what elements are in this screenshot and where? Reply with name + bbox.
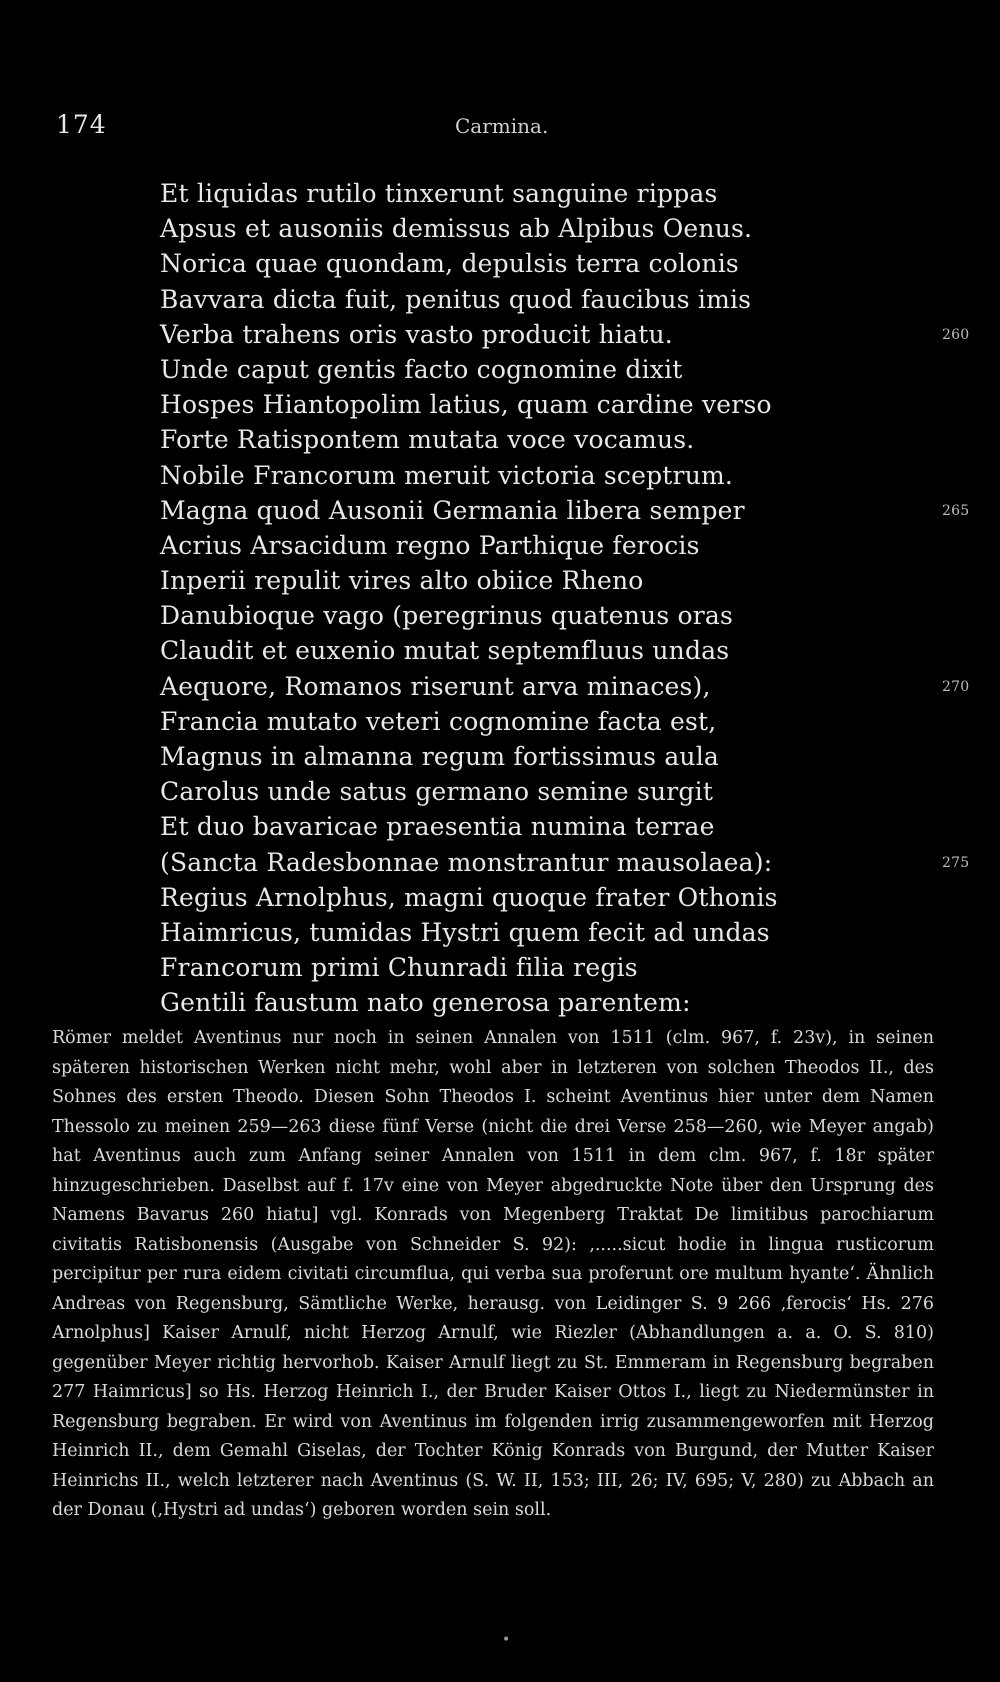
verse-text: Aequore, Romanos riserunt arva minaces), — [160, 671, 711, 701]
page-number: 174 — [56, 110, 107, 139]
verse-line — [160, 633, 920, 668]
footnotes — [52, 1024, 934, 1526]
line-number: 275 — [942, 854, 970, 871]
verse-line — [160, 246, 920, 281]
line-number: 265 — [942, 502, 970, 519]
verse-text: Francorum primi Chunradi filia regis — [160, 953, 638, 983]
verse-line — [160, 528, 920, 563]
verse-line — [160, 880, 920, 915]
verse-line — [160, 704, 920, 739]
verse-text: Forte Ratispontem mutata voce vocamus. — [160, 425, 695, 455]
verse-line — [160, 317, 970, 352]
verse-line — [160, 458, 920, 493]
verse-line — [160, 598, 920, 633]
verse-text: Acrius Arsacidum regno Parthique ferocis — [160, 530, 700, 560]
verse-line — [160, 282, 920, 317]
verse-line — [160, 950, 920, 985]
verse-text: Apsus et ausoniis demissus ab Alpibus Oenus. — [160, 214, 753, 244]
verse-text: Inperii repulit vires alto obiice Rheno — [160, 566, 644, 596]
verse-line — [160, 563, 920, 598]
verse-line — [160, 915, 920, 950]
verse-text: Bavvara dicta fuit, penitus quod faucibus imis — [160, 284, 752, 314]
verse-line — [160, 422, 920, 457]
verse-text: (Sancta Radesbonnae monstrantur mausolaea): — [160, 847, 773, 877]
verse-line — [160, 739, 920, 774]
verse-text: Et duo bavaricae praesentia numina terrae — [160, 812, 715, 842]
verse-line — [160, 493, 970, 528]
verse-text: Nobile Francorum meruit victoria sceptrum. — [160, 460, 734, 490]
verse-text: Hospes Hiantopolim latius, quam cardine verso — [160, 390, 772, 420]
verse-line — [160, 809, 920, 844]
verse-line — [160, 669, 970, 704]
running-title: Carmina. — [455, 114, 549, 138]
line-number: 270 — [942, 678, 970, 695]
verse-block — [160, 176, 970, 1021]
verse-line — [160, 352, 920, 387]
line-number: 260 — [942, 326, 970, 343]
verse-text: Carolus unde satus germano semine surgit — [160, 777, 714, 807]
verse-line — [160, 211, 920, 246]
verse-line — [160, 387, 920, 422]
verse-text: Gentili faustum nato generosa parentem: — [160, 988, 691, 1018]
verse-text: Magna quod Ausonii Germania libera semper — [160, 495, 745, 525]
verse-line — [160, 845, 970, 880]
verse-text: Francia mutato veteri cognomine facta est, — [160, 706, 717, 736]
verse-line — [160, 176, 920, 211]
verse-text: Magnus in almanna regum fortissimus aula — [160, 742, 720, 771]
verse-text: Danubioque vago (peregrinus quatenus oras — [160, 601, 734, 631]
verse-text: Norica quae quondam, depulsis terra colonis — [160, 249, 739, 279]
verse-text: Regius Arnolphus, magni quoque frater Othonis — [160, 882, 778, 912]
footnote-text: Römer meldet Aventinus nur noch in seinen Annalen von 1511 (clm. 967, f. 23v), in seinen späteren historischen Werken nicht mehr, wohl aber in letzteren von solchen Theodos II., des Sohnes des ersten Theodo. Diesen Sohn Theodos I. scheint Aventinus hier unter dem Namen Thessolo zu meinen 259—263 diese fünf Verse (nicht die drei Verse 258—260, wie Meyer angab) hat Aventinus auch zum Anfang seiner Annalen von 1511 in dem clm. 967, f. 18r später hinzugeschrieben. Daselbst auf f. 17v eine von Meyer abgedruckte Note über den Ursprung des Namens Bavarus 260 hiatu] vgl. Konrads von Megenberg Traktat De limitibus parochiarum civitatis Ratisbonensis (Ausgabe von Schneider S. 92): ‚.....sicut hodie in lingua rusticorum percipitur per rura eidem civitati circumflua, qui verba sua proferunt ore multum hyante‘. Ähnlich Andreas von Regensburg, Sämtliche Werke, herausg. von Leidinger S. 9 266 ‚ferocis‘ Hs. 276 Arnolphus] Kaiser Arnulf, nicht Herzog Arnulf, wie Riezler (Abhandlungen a. a. O. S. 810) gegenüber Meyer richtig hervorhob. Kaiser Arnulf liegt zu St. Emmeram in Regensburg begraben 277 Haimricus] so Hs. Herzog Heinrich I., der Bruder Kaiser Ottos I., liegt zu Niedermünster in Regensburg begraben. Er wird von Aventinus im folgenden irrig zusammengeworfen mit Herzog Heinrich II., dem Gemahl Giselas, der Tochter König Konrads von Burgund, der Mutter Kaiser Heinrichs II., welch letzterer nach Aventinus (S. W. II, 153; III, 26; IV, 695; V, 280) zu Abbach an der Donau (‚Hystri ad undas‘) geboren worden sein soll. — [52, 1028, 934, 1520]
verse-text: Claudit et euxenio mutat septemfluus undas — [160, 636, 730, 666]
verse-line — [160, 774, 920, 809]
verse-text: Unde caput gentis facto cognomine dixit — [160, 354, 683, 384]
verse-line — [160, 985, 920, 1020]
verse-text: Et liquidas rutilo tinxerunt sanguine rippas — [160, 179, 718, 208]
verse-text: Verba trahens oris vasto producit hiatu. — [160, 319, 673, 349]
verse-text: Haimricus, tumidas Hystri quem fecit ad undas — [160, 917, 770, 947]
stray-mark: • — [502, 1632, 511, 1648]
